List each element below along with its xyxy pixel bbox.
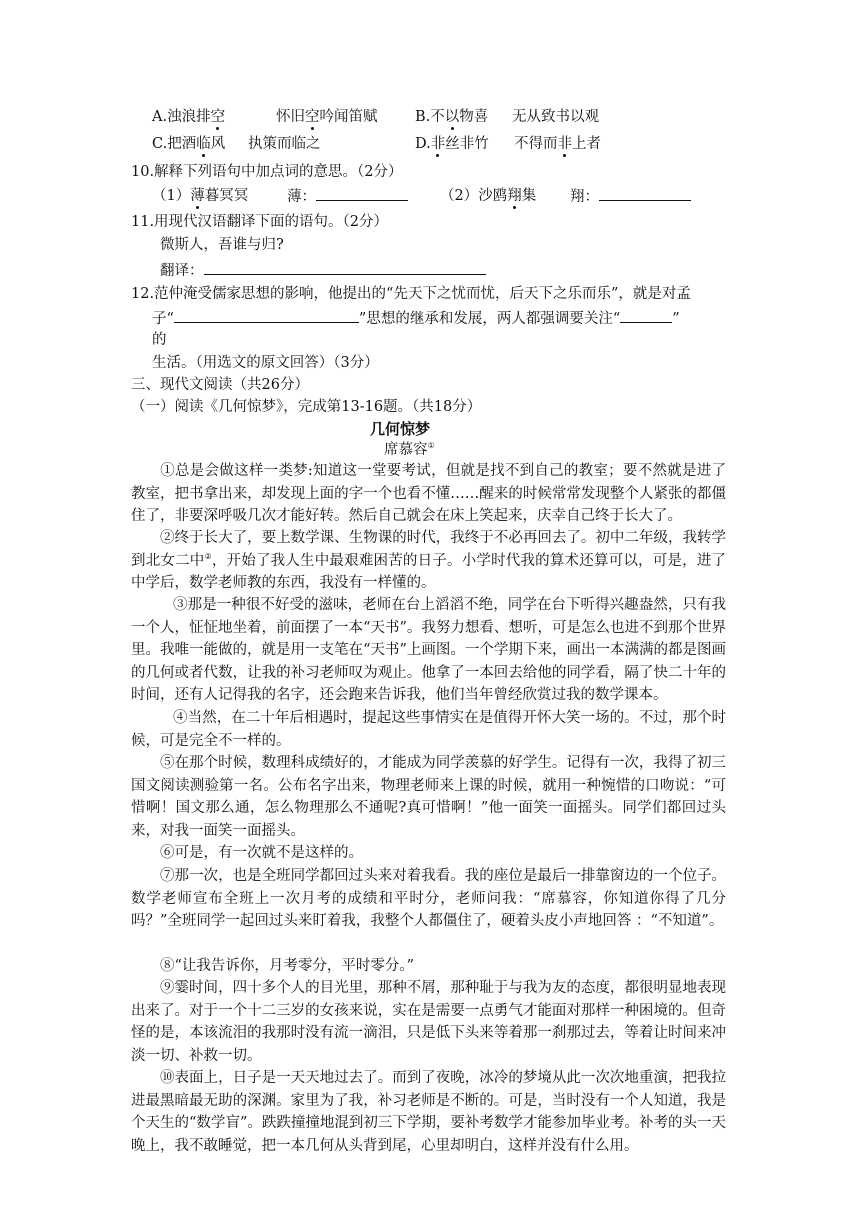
paragraph-6: ⑥可是，有一次就不是这样的。 bbox=[160, 845, 363, 861]
q10-phrase-2: （2）沙鸥翔集 bbox=[440, 188, 537, 204]
answer-blank[interactable] bbox=[174, 308, 359, 323]
section-heading: 三、现代文阅读（共26分） bbox=[131, 377, 309, 393]
paragraph-5: ⑤在那个时候，数理科成绩好的，才能成为同学羡慕的好学生。记得有一次，我得了初三国文阅读测验第一名。公布名字出来，物理老师来上课的时候，就用一种惋惜的口吻说：“可惜啊！国文那么通，怎么物理那么不通呢?真可惜啊！”他一面笑一面摇头。同学们都回过头来，对我一面笑一面摇头。 bbox=[131, 755, 726, 839]
footnote-marker: ① bbox=[427, 441, 435, 451]
q10-answer-1: 薄： bbox=[287, 186, 408, 207]
option-b-phrase-2: 无从致书以观 bbox=[512, 109, 599, 125]
option-c-phrase-2: 执策而临之 bbox=[248, 136, 321, 152]
dotted-char: 空 bbox=[305, 109, 320, 125]
q12-line-3: 的 bbox=[152, 332, 167, 348]
q12-line-1: 12.范仲淹受儒家思想的影响，他提出的“先天下之忧而忧，后天下之乐而乐”，就是对孟 bbox=[131, 286, 691, 302]
paragraph-2: ②终于长大了，要上数学课、生物课的时代，我终于不必再回去了。初中二年级，我转学到北女二中②，开始了我人生中最艰难困苦的日子。小学时代我的算术还算可以，可是，进了中学后，数学老师教的东西，我没有一样懂的。 bbox=[131, 530, 727, 591]
option-b: B.不以物喜 bbox=[415, 109, 489, 125]
dotted-char: 非 bbox=[557, 136, 572, 152]
dotted-char: 薄 bbox=[190, 188, 205, 204]
dotted-char: 翔 bbox=[507, 188, 522, 204]
paragraph-4: ④当然，在二十年后相遇时，提起这些事情实在是值得开怀大笑一场的。不过，那个时候，可是完全不一样的。 bbox=[131, 710, 726, 749]
q10-phrase-1: （1）薄暮冥冥 bbox=[152, 188, 249, 204]
option-d-phrase-2: 不得而非上者 bbox=[514, 136, 601, 152]
q10-stem: 10.解释下列语句中加点词的意思。（2分） bbox=[131, 164, 403, 180]
paragraph-9: ⑨霎时间，四十多个人的目光里，那种不屑，那种耻于与我为友的态度，都很明显地表现出来了。对于一个十二三岁的女孩来说，实在是需要一点勇气才能面对那样一种困境的。但奇怪的是，本该流泪的我那时没有流一滴泪，只是低下头来等着那一刹那过去，等着让时间来冲淡一切、补救一切。 bbox=[131, 980, 726, 1064]
q10-answer-2: 翔： bbox=[570, 186, 691, 207]
answer-blank[interactable] bbox=[620, 308, 672, 323]
article-author: 席慕容① bbox=[384, 441, 435, 458]
q11-quote: 微斯人，吾谁与归? bbox=[160, 237, 284, 253]
paragraph-7: ⑦那一次，也是全班同学都回过头来对着我看。我的座位是最后一排靠窗边的一个位子。数学老师宣布全班上一次月考的成绩和平时分，老师问我：“席慕容，你知道你得了几分吗？”全班同学一起回过头来盯着我，我整个人都僵住了，硬着头皮小声地回答 ：“不知道”。 bbox=[131, 868, 726, 929]
q12-line-4: 生活。（用选文的原文回答）（3分） bbox=[152, 355, 379, 371]
q11-translation: 翻译： bbox=[160, 260, 486, 281]
q11-stem: 11.用现代汉语翻译下面的语句。（2分） bbox=[131, 214, 389, 230]
answer-blank[interactable] bbox=[316, 186, 408, 201]
answer-blank[interactable] bbox=[599, 186, 691, 201]
subsection-heading: （一）阅读《几何惊梦》，完成第13-16题。（共18分） bbox=[131, 399, 482, 415]
dotted-char: 空 bbox=[210, 109, 226, 125]
dotted-char: 以 bbox=[444, 109, 460, 125]
option-a-phrase-2: 怀旧空吟闻笛赋 bbox=[276, 109, 378, 125]
dotted-char: 非 bbox=[430, 136, 446, 152]
option-a: A.浊浪排空 bbox=[152, 109, 226, 125]
option-d: D.非丝非竹 bbox=[415, 136, 489, 152]
paragraph-1: ①总是会做这样一类梦:知道这一堂要考试，但就是找不到自己的教室；要不然就是进了教室，把书拿出来，却发现上面的字一个也看不懂……醒来的时候常常发现整个人紧张的都僵住了，非要深呼吸几次才能好转。然后自己就会在床上笑起来，庆幸自己终于长大了。 bbox=[131, 463, 726, 524]
answer-blank[interactable] bbox=[204, 260, 486, 275]
paragraph-3: ③那是一种很不好受的滋味，老师在台上滔滔不绝，同学在台下听得兴趣盎然，只有我一个人，怔怔地坐着，前面摆了一本“天书”。我努力想看、想听，可是怎么也进不到那个世界里。我唯一能做的，就是用一支笔在“天书”上画图。一个学期下来，画出一本满满的都是图画的几何或者代数，让我的补习老师叹为观止。他拿了一本回去给他的同学看，隔了快二十年的时间，还有人记得我的名字，还会跑来告诉我，他们当年曾经欣赏过我的数学课本。 bbox=[131, 597, 726, 703]
article-title: 几何惊梦 bbox=[370, 420, 431, 438]
option-c: C.把酒临风 bbox=[152, 136, 226, 152]
q12-line-2: 子“ ”思想的继承和发展，两人都强调要关注“ ” bbox=[152, 308, 680, 329]
footnote-marker: ② bbox=[204, 551, 212, 561]
paragraph-10: ⑩表面上，日子是一天天地过去了。而到了夜晚，冰冷的梦境从此一次次地重演，把我拉进最黑暗最无助的深渊。家里为了我，补习老师是不断的。可是，当时没有一个人知道，我是个天生的“数学盲”。跌跌撞撞地混到初三下学期，要补考数学才能参加毕业考。补考的头一天晚上，我不敢睡觉，把一本几何从头背到尾，心里却明白，这样并没有什么用。 bbox=[131, 1070, 726, 1154]
dotted-char: 临 bbox=[196, 136, 211, 152]
paragraph-8: ⑧“让我告诉你，月考零分，平时零分。” bbox=[160, 958, 415, 974]
